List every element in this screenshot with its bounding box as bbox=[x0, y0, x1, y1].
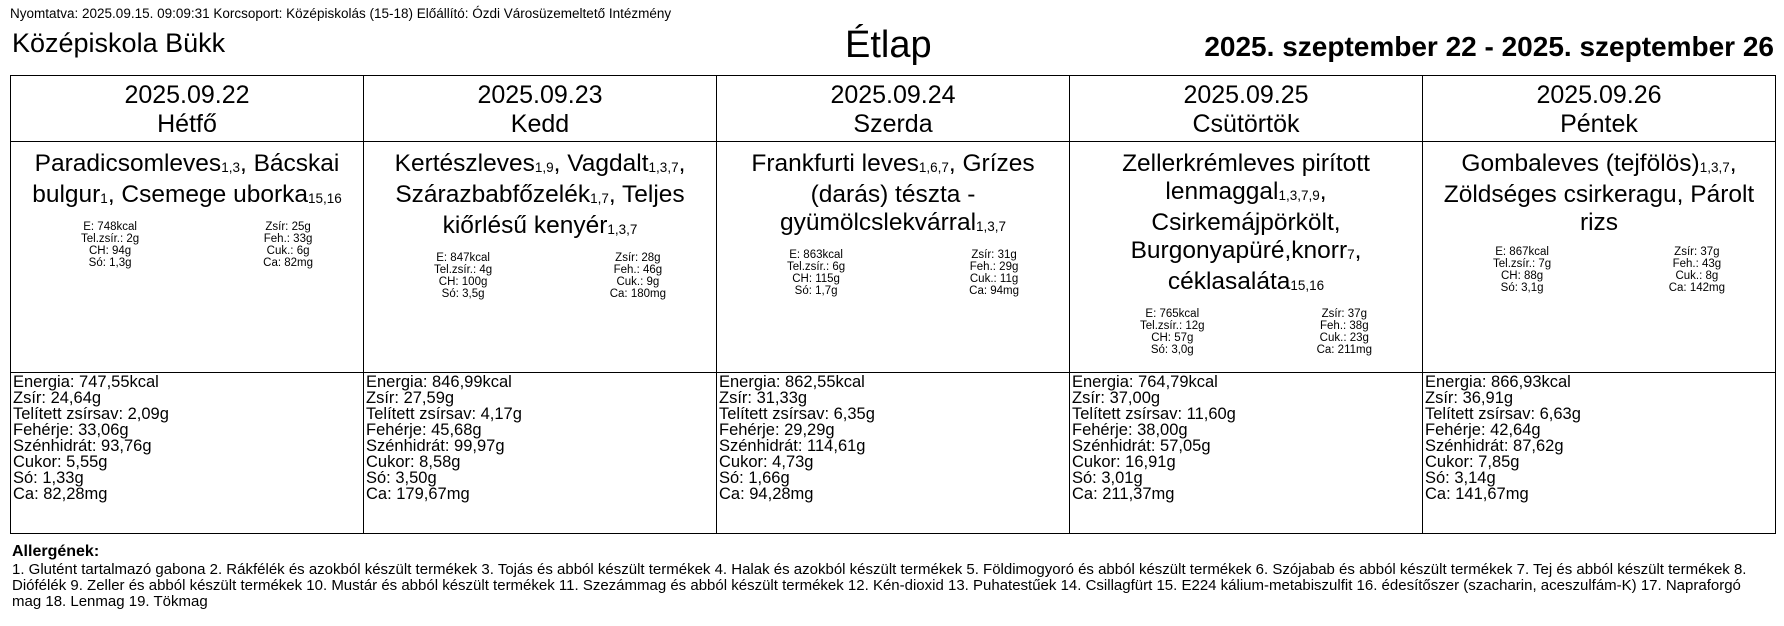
nutrition-value: Zsír: 37g bbox=[1321, 308, 1367, 320]
nutrition-value: Cuk.: 11g bbox=[969, 273, 1019, 285]
nutrition-total-line: Ca: 211,37mg bbox=[1072, 485, 1175, 503]
dish-text bbox=[364, 142, 716, 243]
nutrition-column bbox=[1317, 308, 1372, 356]
nutrition-total-line: Só: 3,50g bbox=[366, 469, 437, 487]
nutrition-value: Zsír: 28g bbox=[615, 252, 661, 264]
dish-cell bbox=[11, 142, 364, 373]
dish-name: , Bácskai bulgur bbox=[32, 150, 340, 208]
dish-cell bbox=[364, 142, 717, 373]
dish-cell bbox=[1070, 142, 1423, 373]
nutrition-total-line: Zsír: 36,91g bbox=[1425, 389, 1514, 407]
page-title: Étlap bbox=[845, 24, 932, 66]
allergen-codes: 1,7 bbox=[590, 191, 609, 206]
nutrition-total-line: Telített zsírsav: 11,60g bbox=[1072, 405, 1236, 423]
nutrition-value: Tel.zsír.: 7g bbox=[1493, 258, 1552, 270]
allergen-codes: 7 bbox=[1347, 247, 1355, 262]
dish-name: , Csemege uborka bbox=[107, 181, 308, 208]
allergen-codes: 15,16 bbox=[308, 191, 342, 206]
nutrition-total-line: Ca: 141,67mg bbox=[1425, 485, 1529, 503]
day-date: 2025.09.22 bbox=[124, 81, 250, 109]
nutrition-value: E: 847kcal bbox=[436, 252, 490, 264]
dish-name: Kertészleves bbox=[394, 150, 535, 177]
nutrition-total-line: Cukor: 16,91g bbox=[1072, 453, 1176, 471]
nutrition-column bbox=[81, 221, 139, 269]
nutrition-value: E: 863kcal bbox=[789, 249, 843, 261]
nutrition-value: Zsír: 31g bbox=[971, 249, 1017, 261]
nutrition-total-line: Energia: 764,79kcal bbox=[1072, 373, 1218, 391]
allergens-title: Allergének: bbox=[12, 543, 100, 560]
totals-row bbox=[11, 373, 1776, 534]
day-header-cell bbox=[1070, 76, 1423, 142]
nutrition-value: Só: 1,3g bbox=[88, 257, 132, 269]
nutrition-total-line: Zsír: 24,64g bbox=[13, 389, 102, 407]
nutrition-value: Ca: 211mg bbox=[1316, 344, 1372, 356]
day-weekday: Szerda bbox=[853, 110, 933, 138]
dish-name: , céklasaláta bbox=[1167, 237, 1362, 295]
nutrition-value: Zsír: 25g bbox=[265, 221, 311, 233]
dish-name: , Grízes (darás) tészta - gyümölcslekvárral bbox=[779, 150, 1035, 236]
nutrition-column bbox=[1493, 246, 1551, 294]
day-date: 2025.09.25 bbox=[1183, 81, 1309, 109]
nutrition-totals-cell bbox=[1070, 373, 1423, 534]
day-header-row bbox=[11, 76, 1776, 142]
nutrition-summary bbox=[81, 221, 313, 269]
nutrition-value: CH: 94g bbox=[88, 245, 132, 257]
nutrition-value: Ca: 180mg bbox=[609, 288, 666, 300]
nutrition-total-line: Fehérje: 42,64g bbox=[1425, 421, 1541, 439]
nutrition-total-line: Energia: 747,55kcal bbox=[13, 373, 159, 391]
allergen-codes: 1,3,7 bbox=[648, 160, 679, 175]
nutrition-total-line: Só: 3,01g bbox=[1072, 469, 1143, 487]
nutrition-column bbox=[434, 252, 492, 300]
allergens-list: 1. Glutént tartalmazó gabona 2. Rákfélék és azokból készült termékek 3. Tojás és abból készült termékek 4. Halak és azokból készült termékek 5. Földimogyoró és abból készült termékek 6. Szójabab és abból készült termékek 7. Tej és abból készült termékek 8. Diófélék 9. Zeller és abból készült termékek 10. Mustár és abból készült termékek 11. Szezámmag és abból készült termékek 12. Kén-dioxid 13. Puhatestűek 14. Csillagfürt 15. E224 kálium-metabiszulfit 16. édesítőszer (szacharin, aceszulfám-K) 17. Napraforgó mag 18. Lenmag 19. Tökmag bbox=[12, 561, 1747, 610]
nutrition-total-line: Energia: 846,99kcal bbox=[366, 373, 512, 391]
allergen-codes: 1,9 bbox=[534, 160, 554, 175]
allergen-codes: 1,3 bbox=[221, 160, 240, 175]
nutrition-total-line: Só: 3,14g bbox=[1425, 469, 1496, 487]
nutrition-value: E: 765kcal bbox=[1145, 308, 1200, 320]
allergen-codes: 1 bbox=[100, 191, 108, 206]
nutrition-total-line: Energia: 866,93kcal bbox=[1425, 373, 1571, 391]
dish-name: Gombaleves (tejfölös) bbox=[1461, 150, 1700, 177]
nutrition-total-line: Fehérje: 33,06g bbox=[13, 421, 129, 439]
nutrition-value: Ca: 142mg bbox=[1668, 282, 1725, 294]
day-weekday: Hétfő bbox=[157, 110, 217, 138]
nutrition-total-line: Energia: 862,55kcal bbox=[719, 373, 865, 391]
nutrition-total-line: Cukor: 7,85g bbox=[1425, 453, 1520, 471]
nutrition-value: Feh.: 38g bbox=[1320, 320, 1369, 332]
nutrition-value: CH: 100g bbox=[438, 276, 488, 288]
dish-text bbox=[1070, 142, 1422, 299]
dish-name: , Szárazbabfőzelék bbox=[395, 150, 686, 208]
dish-name: , Teljes kiőrlésű kenyér bbox=[442, 181, 685, 239]
nutrition-total-line: Zsír: 27,59g bbox=[366, 389, 455, 407]
nutrition-value: Tel.zsír.: 2g bbox=[81, 233, 140, 245]
nutrition-total-line: Szénhidrát: 57,05g bbox=[1072, 437, 1211, 455]
nutrition-total-line: Zsír: 31,33g bbox=[719, 389, 808, 407]
nutrition-total-line: Cukor: 4,73g bbox=[719, 453, 814, 471]
allergen-codes: 1,3,7 bbox=[1699, 160, 1730, 175]
nutrition-column bbox=[1669, 246, 1725, 294]
nutrition-total-line: Ca: 94,28mg bbox=[719, 485, 814, 503]
dish-name: , Csirkemájpörkölt, Burgonyapüré,knorr bbox=[1130, 178, 1348, 264]
nutrition-value: Cuk.: 23g bbox=[1319, 332, 1369, 344]
dish-text bbox=[11, 142, 363, 212]
nutrition-total-line: Só: 1,33g bbox=[13, 469, 84, 487]
nutrition-summary bbox=[1140, 308, 1372, 356]
nutrition-total-line: Fehérje: 45,68g bbox=[366, 421, 482, 439]
dish-name: Frankfurti leves bbox=[751, 150, 919, 177]
nutrition-column bbox=[787, 249, 845, 297]
nutrition-value: Feh.: 46g bbox=[613, 264, 663, 276]
print-info-line: Nyomtatva: 2025.09.15. 09:09:31 Korcsoport: Középiskolás (15-18) Előállító: Ózdi Városüzemeltető Intézmény bbox=[10, 6, 672, 21]
day-weekday: Csütörtök bbox=[1192, 110, 1300, 138]
nutrition-value: CH: 57g bbox=[1151, 332, 1194, 344]
nutrition-total-line: Só: 1,66g bbox=[719, 469, 790, 487]
nutrition-total-line: Fehérje: 38,00g bbox=[1072, 421, 1188, 439]
nutrition-value: Só: 3,5g bbox=[441, 288, 485, 300]
nutrition-value: Tel.zsír.: 12g bbox=[1140, 320, 1205, 332]
nutrition-value: Feh.: 33g bbox=[263, 233, 313, 245]
nutrition-total-line: Telített zsírsav: 6,63g bbox=[1425, 405, 1581, 423]
nutrition-value: Feh.: 29g bbox=[969, 261, 1019, 273]
nutrition-column bbox=[969, 249, 1019, 297]
allergen-codes: 1,3,7,9 bbox=[1278, 188, 1320, 203]
nutrition-value: Cuk.: 6g bbox=[266, 245, 310, 257]
nutrition-summary bbox=[1493, 246, 1725, 294]
day-date: 2025.09.24 bbox=[830, 81, 956, 109]
nutrition-total-line: Fehérje: 29,29g bbox=[719, 421, 835, 439]
allergen-codes: 1,6,7 bbox=[918, 160, 949, 175]
nutrition-value: Cuk.: 9g bbox=[616, 276, 660, 288]
menu-table bbox=[10, 75, 1776, 534]
nutrition-totals-cell bbox=[11, 373, 364, 534]
nutrition-total-line: Ca: 179,67mg bbox=[366, 485, 470, 503]
nutrition-summary bbox=[434, 252, 666, 300]
day-weekday: Péntek bbox=[1560, 110, 1638, 138]
allergen-codes: 1,3,7 bbox=[607, 222, 638, 237]
allergen-codes: 1,3,7 bbox=[976, 219, 1007, 234]
nutrition-value: Ca: 94mg bbox=[969, 285, 1019, 297]
nutrition-value: CH: 88g bbox=[1500, 270, 1544, 282]
nutrition-value: Só: 3,1g bbox=[1500, 282, 1544, 294]
nutrition-value: Zsír: 37g bbox=[1674, 246, 1720, 258]
nutrition-total-line: Cukor: 8,58g bbox=[366, 453, 461, 471]
nutrition-total-line: Szénhidrát: 114,61g bbox=[719, 437, 866, 455]
dish-row bbox=[11, 142, 1776, 373]
day-header-cell bbox=[11, 76, 364, 142]
dish-text bbox=[1423, 142, 1775, 237]
nutrition-total-line: Szénhidrát: 93,76g bbox=[13, 437, 152, 455]
nutrition-total-line: Zsír: 37,00g bbox=[1072, 389, 1161, 407]
school-name: Középiskola Bükk bbox=[12, 28, 226, 58]
nutrition-total-line: Telített zsírsav: 2,09g bbox=[13, 405, 169, 423]
dish-name: , Zöldséges csirkeragu, Párolt rizs bbox=[1443, 150, 1755, 236]
dish-name: Zellerkrémleves pirított lenmaggal bbox=[1122, 150, 1370, 205]
dish-cell bbox=[717, 142, 1070, 373]
date-range: 2025. szeptember 22 - 2025. szeptember 26 bbox=[1204, 31, 1774, 62]
day-header-cell bbox=[1423, 76, 1776, 142]
nutrition-value: Só: 3,0g bbox=[1150, 344, 1194, 356]
dish-cell bbox=[1423, 142, 1776, 373]
day-weekday: Kedd bbox=[510, 110, 570, 138]
day-header-cell bbox=[717, 76, 1070, 142]
nutrition-value: Feh.: 43g bbox=[1672, 258, 1722, 270]
dish-text bbox=[717, 142, 1069, 240]
nutrition-value: CH: 115g bbox=[792, 273, 840, 285]
nutrition-value: Cuk.: 8g bbox=[1675, 270, 1719, 282]
nutrition-column bbox=[263, 221, 313, 269]
allergen-codes: 15,16 bbox=[1290, 278, 1325, 293]
nutrition-totals-cell bbox=[717, 373, 1070, 534]
day-date: 2025.09.23 bbox=[477, 81, 603, 109]
nutrition-value: Ca: 82mg bbox=[263, 257, 313, 269]
nutrition-total-line: Szénhidrát: 99,97g bbox=[366, 437, 505, 455]
nutrition-column bbox=[1140, 308, 1205, 356]
day-date: 2025.09.26 bbox=[1536, 81, 1662, 109]
dish-name: Paradicsomleves bbox=[34, 150, 222, 177]
nutrition-summary bbox=[787, 249, 1019, 297]
nutrition-total-line: Telített zsírsav: 6,35g bbox=[719, 405, 875, 423]
nutrition-value: Tel.zsír.: 6g bbox=[787, 261, 846, 273]
nutrition-total-line: Ca: 82,28mg bbox=[13, 485, 108, 503]
nutrition-total-line: Szénhidrát: 87,62g bbox=[1425, 437, 1564, 455]
nutrition-value: Tel.zsír.: 4g bbox=[434, 264, 493, 276]
nutrition-value: Só: 1,7g bbox=[794, 285, 838, 297]
nutrition-totals-cell bbox=[1423, 373, 1776, 534]
day-header-cell bbox=[364, 76, 717, 142]
nutrition-totals-cell bbox=[364, 373, 717, 534]
nutrition-value: E: 867kcal bbox=[1495, 246, 1549, 258]
nutrition-total-line: Cukor: 5,55g bbox=[13, 453, 108, 471]
dish-name: , Vagdalt bbox=[553, 150, 649, 177]
nutrition-column bbox=[610, 252, 666, 300]
nutrition-total-line: Telített zsírsav: 4,17g bbox=[366, 405, 522, 423]
nutrition-value: E: 748kcal bbox=[83, 221, 137, 233]
